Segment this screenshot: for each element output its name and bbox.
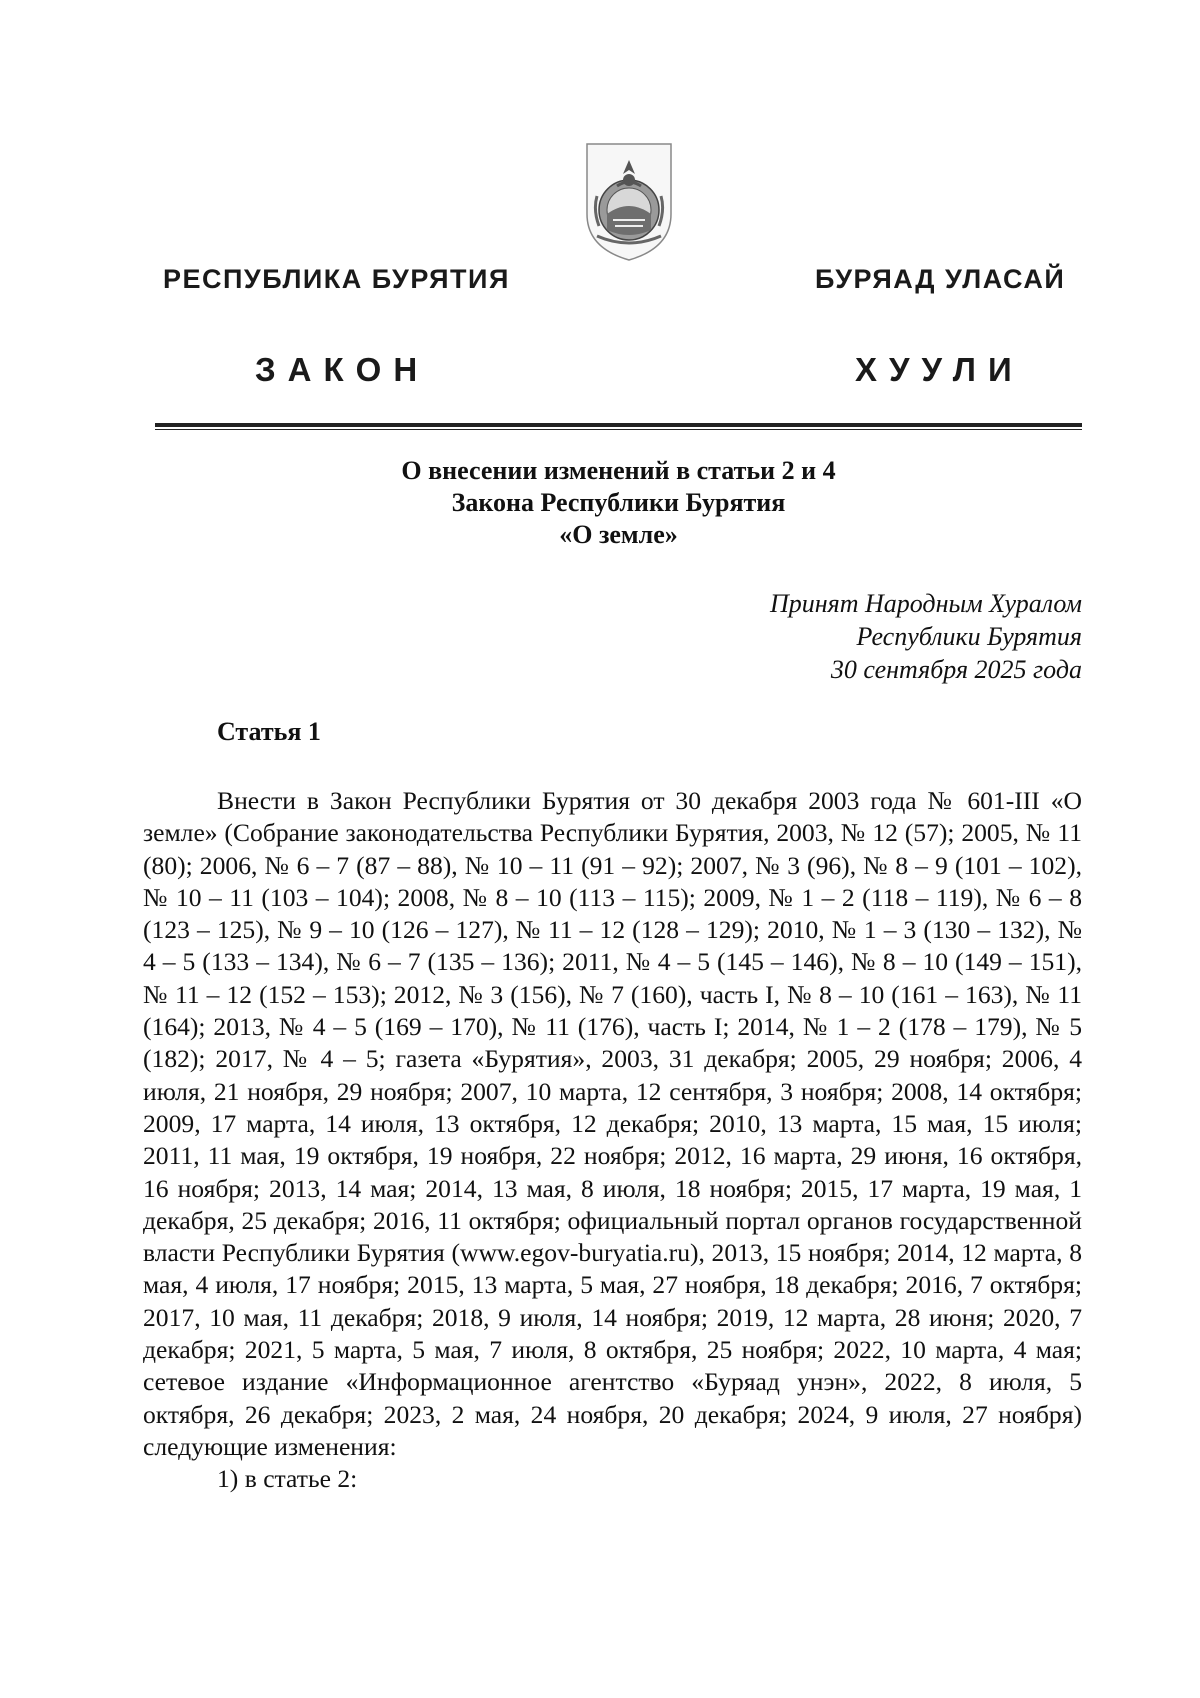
article-heading: Статья 1: [217, 717, 321, 746]
title-line-1: О внесении изменений в статьи 2 и 4: [401, 456, 836, 485]
law-label-ru: ЗАКОН: [255, 351, 430, 388]
adoption-line-2: Республики Бурятия: [856, 622, 1082, 651]
coat-of-arms-icon: [583, 140, 675, 264]
adoption-note: [770, 587, 1082, 686]
document-title: [155, 455, 1082, 551]
republic-name-ru: РЕСПУБЛИКА БУРЯТИЯ: [163, 264, 510, 294]
header-divider: [155, 423, 1082, 430]
title-line-3: «О земле»: [559, 520, 678, 549]
republic-name-bua: БУРЯАД УЛАСАЙ: [815, 264, 1066, 294]
adoption-line-3: 30 сентября 2025 года: [830, 655, 1082, 684]
article-item-1: 1) в статье 2:: [217, 1464, 358, 1494]
title-line-2: Закона Республики Бурятия: [451, 488, 786, 517]
article-body: [143, 785, 1082, 1496]
adoption-line-1: Принят Народным Хуралом: [769, 589, 1082, 618]
article-paragraph: Внести в Закон Республики Бурятия от 30 декабря 2003 года № 601-III «О земле» (Собрание законодательства Республики Бурятия, 2003, № 12 (57); 2005, № 11 (80); 2006, № 6 – 7 (87 – 88), № 10 – 11 (91 – 92); 2007, № 3 (96), № 8 – 9 (101 – 102), № 10 – 11 (103 – 104); 2008, № 8 – 10 (113 – 115); 2009, № 1 – 2 (118 – 119), № 6 – 8 (123 – 125), № 9 – 10 (126 – 127), № 11 – 12 (128 – 129); 2010, № 1 – 3 (130 – 132), № 4 – 5 (133 – 134), № 6 – 7 (135 – 136); 2011, № 4 – 5 (145 – 146), № 8 – 10 (149 – 151), № 11 – 12 (152 – 153); 2012, № 3 (156), № 7 (160), часть I, № 8 – 10 (161 – 163), № 11 (164); 2013, № 4 – 5 (169 – 170), № 11 (176), часть I; 2014, № 1 – 2 (178 – 179), № 5 (182); 2017, № 4 – 5; газета «Бурятия», 2003, 31 декабря; 2005, 29 ноября; 2006, 4 июля, 21 ноября, 29 ноября; 2007, 10 марта, 12 сентября, 3 ноября; 2008, 14 октября; 2009, 17 марта, 14 июля, 13 октября, 12 декабря; 2010, 13 марта, 15 мая, 15 июля; 2011, 11 мая, 19 октября, 19 ноября, 22 ноября; 2012, 16 марта, 29 июня, 16 октября, 16 ноября; 2013, 14 мая; 2014, 13 мая, 8 июля, 18 ноября; 2015, 17 марта, 19 мая, 1 декабря, 25 декабря; 2016, 11 октября; официальный портал органов государственной власти Республики Бурятия (www.egov-buryatia.ru), 2013, 15 ноября; 2014, 12 марта, 8 мая, 4 июля, 17 ноября; 2015, 13 марта, 5 мая, 27 ноября, 18 декабря; 2016, 7 октября; 2017, 10 мая, 11 декабря; 2018, 9 июля, 14 ноября; 2019, 12 марта, 28 июня; 2020, 7 декабря; 2021, 5 марта, 5 мая, 7 июля, 8 октября, 25 ноября; 2022, 10 марта, 4 мая; сетевое издание «Информационное агентство «Буряад унэн», 2022, 8 июля, 5 октября, 26 декабря; 2023, 2 мая, 24 ноября, 20 декабря; 2024, 9 июля, 27 ноября) следующие изменения:: [143, 786, 1082, 1461]
law-label-bua: ХУУЛИ: [855, 351, 1024, 388]
